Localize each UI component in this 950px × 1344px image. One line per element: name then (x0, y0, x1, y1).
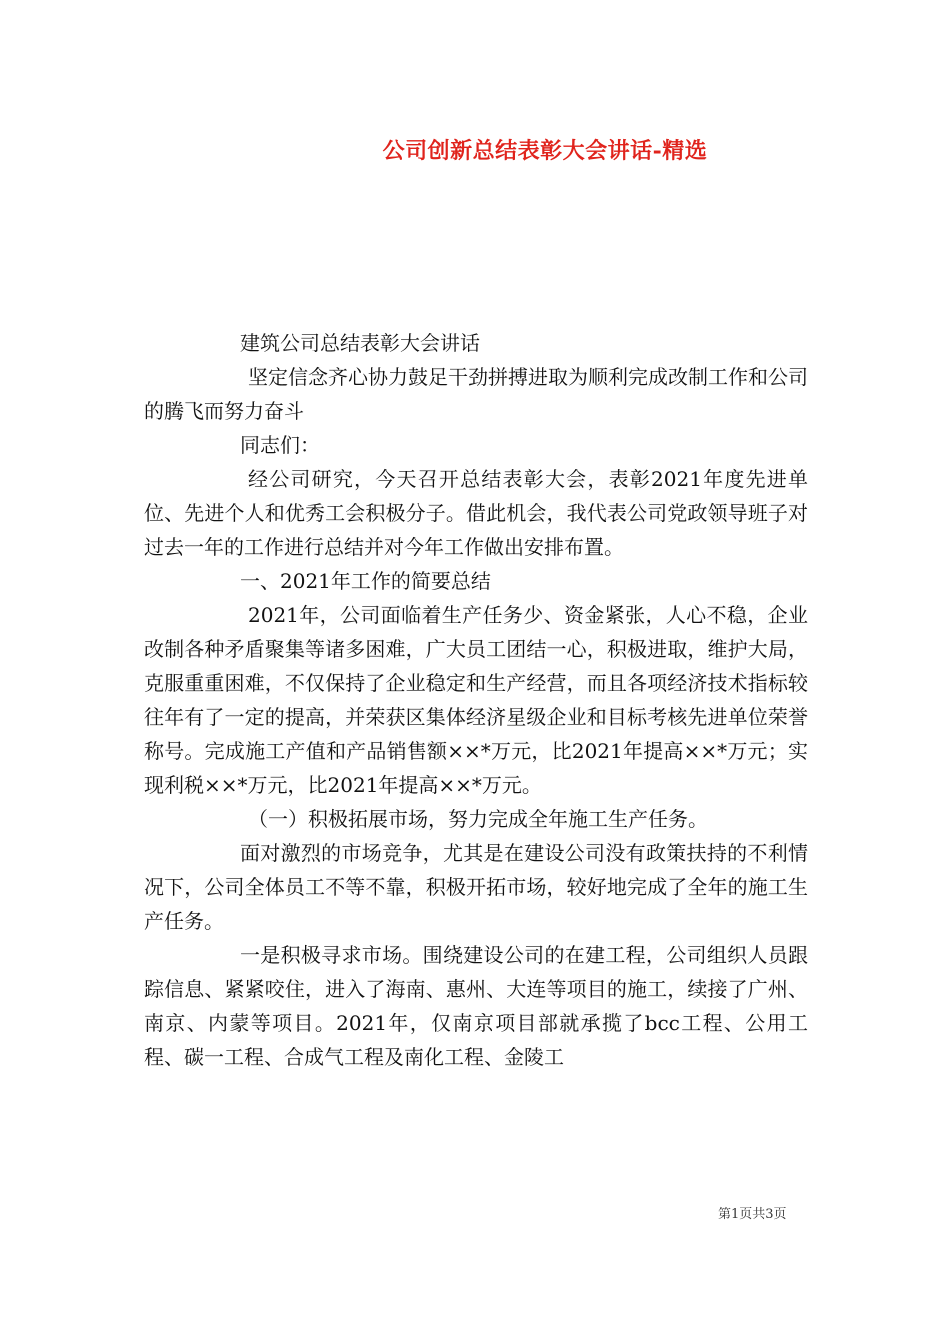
speech-heading: 建筑公司总结表彰大会讲话 (240, 331, 480, 355)
paragraph-point-1: 一是积极寻求市场。围绕建设公司的在建工程，公司组织人员跟踪信息、紧紧咬住，进入了海南、惠州、大连等项目的施工，续接了广州、南京、内蒙等项目。2021年，仅南京项目部就承揽了bcc工程、公用工程、碳一工程、合成气工程及南化工程、金陵工 (144, 943, 808, 1069)
document-body (144, 326, 808, 1074)
paragraph-summary: 2021年，公司面临着生产任务少、资金紧张，人心不稳，企业改制各种矛盾聚集等诸多困难，广大员工团结一心，积极进取，维护大局，克服重重困难，不仅保持了企业稳定和生产经营，而且各项经济技术指标较往年有了一定的提高，并荣获区集体经济星级企业和目标考核先进单位荣誉称号。完成施工产值和产品销售额××*万元，比2021年提高××*万元；实现利税××*万元，比2021年提高××*万元。 (144, 603, 808, 797)
speech-subtitle: 坚定信念齐心协力鼓足干劲拼搏进取为顺利完成改制工作和公司的腾飞而努力奋斗 (144, 365, 808, 423)
section-heading-1: 一、2021年工作的简要总结 (240, 569, 491, 593)
paragraph-intro: 经公司研究，今天召开总结表彰大会，表彰2021年度先进单位、先进个人和优秀工会积极分子。借此机会，我代表公司党政领导班子对过去一年的工作进行总结并对今年工作做出安排布置。 (144, 467, 808, 559)
page-footer: 第1页共3页 (718, 1207, 787, 1222)
paragraph-market: 面对激烈的市场竞争，尤其是在建设公司没有政策扶持的不利情况下，公司全体员工不等不靠，积极开拓市场，较好地完成了全年的施工生产任务。 (144, 841, 808, 933)
document-title: 公司创新总结表彰大会讲话-精选 (382, 138, 708, 164)
subsection-heading-1: （一）积极拓展市场，努力完成全年施工生产任务。 (248, 807, 708, 831)
salutation: 同志们： (240, 433, 320, 457)
